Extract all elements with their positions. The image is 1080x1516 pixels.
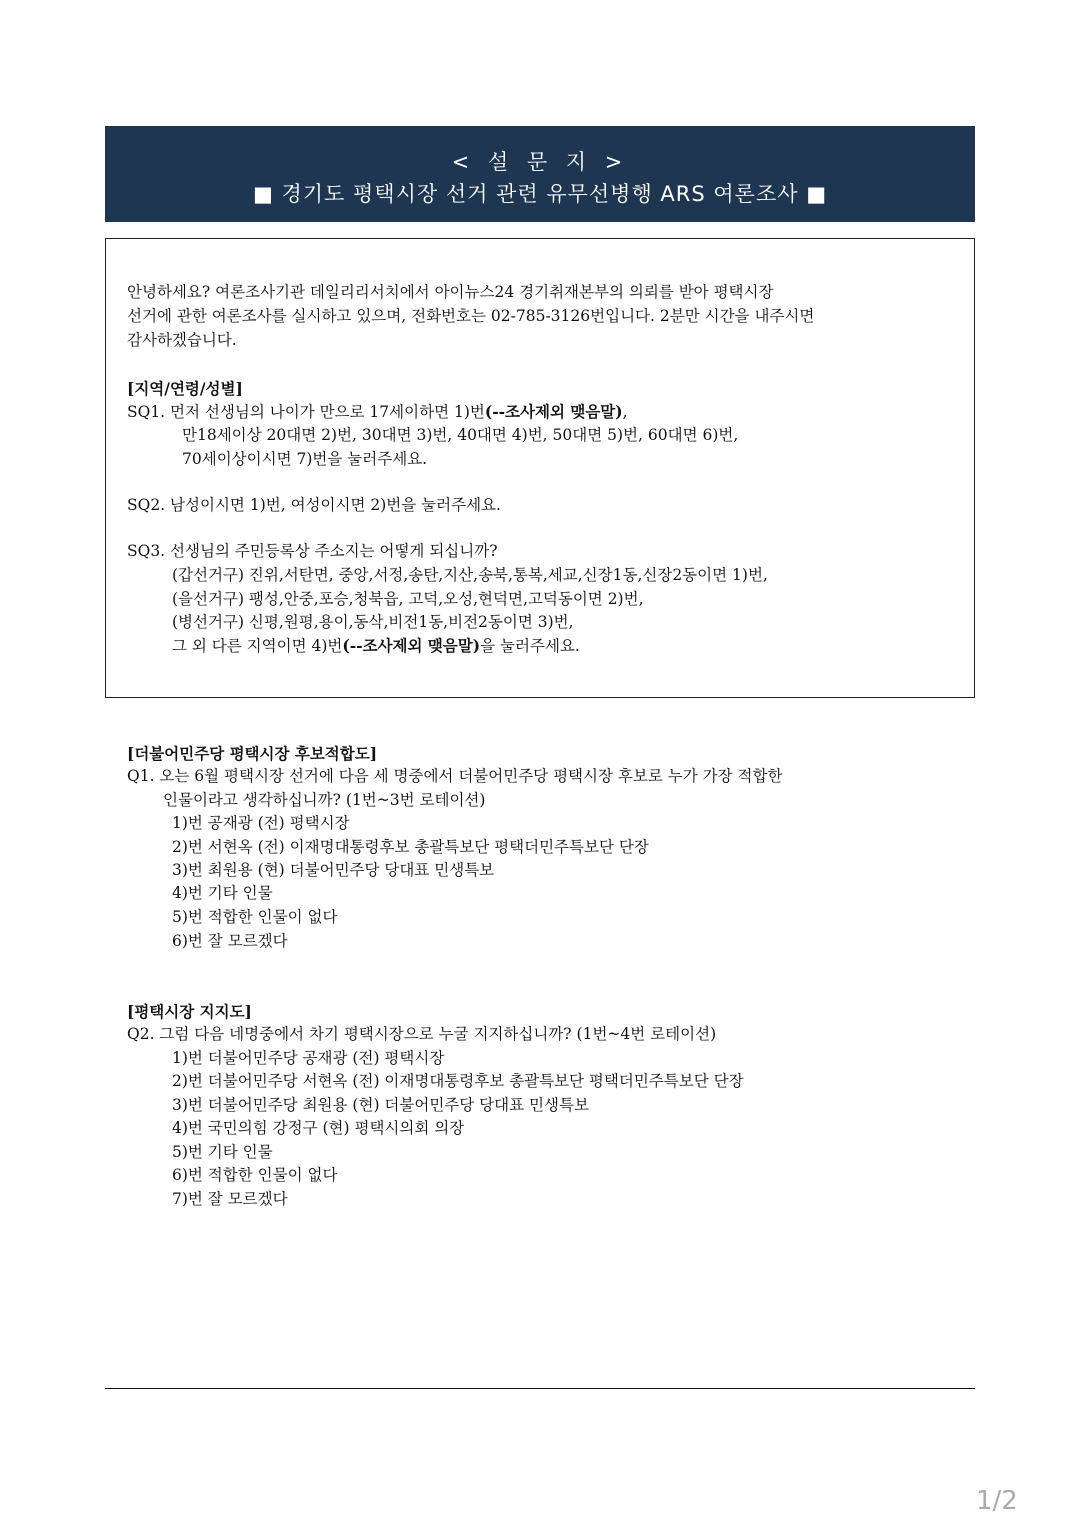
q2-option: 2)번 더불어민주당 서현옥 (전) 이재명대통령후보 총괄특보단 평택더민주특보단 단장 <box>172 1072 744 1090</box>
q1-question: Q1. 오는 6월 평택시장 선거에 다음 세 명중에서 더불어민주당 평택시장 후보로 누가 가장 적합한 <box>127 767 783 785</box>
sq3-question: SQ3. 선생님의 주민등록상 주소지는 어떻게 되십니까? <box>127 542 498 560</box>
q2-question: Q2. 그럼 다음 네명중에서 차기 평택시장으로 누굴 지지하십니까? (1번~4번 로테이션) <box>127 1025 717 1043</box>
page-number: 1/2 <box>976 1486 1018 1516</box>
q2-option: 7)번 잘 모르겠다 <box>172 1190 288 1208</box>
survey-title: ■ 경기도 평택시장 선거 관련 유무선병행 ARS 여론조사 ■ <box>252 182 828 206</box>
q1-question: 인물이라고 생각하십니까? (1번~3번 로테이션) <box>163 791 486 809</box>
sq1-line: 70세이상이시면 7)번을 눌러주세요. <box>182 450 428 468</box>
q2-option: 1)번 더불어민주당 공재광 (전) 평택시장 <box>172 1049 445 1067</box>
survey-header-label: < 설 문 지 > <box>451 150 629 174</box>
sq3-other-text: 그 외 다른 지역이면 4)번 <box>172 637 343 655</box>
q1-option: 1)번 공재광 (전) 평택시장 <box>172 814 350 832</box>
sq1-line <box>127 404 628 421</box>
intro-line: 선거에 관한 여론조사를 실시하고 있으며, 전화번호는 02-785-3126번입니다. 2분만 시간을 내주시면 <box>127 307 815 325</box>
exclusion-note: (--조사제외 맺음말) <box>484 402 623 421</box>
q1-option: 3)번 최원용 (현) 더불어민주당 당대표 민생특보 <box>172 861 495 879</box>
q1-option: 6)번 잘 모르겠다 <box>172 932 288 950</box>
sq1-punct: , <box>622 403 628 421</box>
q1-option: 2)번 서현옥 (전) 이재명대통령후보 총괄특보단 평택더민주특보단 단장 <box>172 838 649 856</box>
survey-header <box>105 126 975 222</box>
sq1-text: SQ1. 먼저 선생님의 나이가 만으로 17세이하면 1)번 <box>127 403 485 421</box>
q1-option: 4)번 기타 인물 <box>172 884 273 902</box>
q1-option: 5)번 적합한 인물이 없다 <box>172 908 338 926</box>
section-title-region-age-gender: [지역/연령/성별] <box>127 379 243 398</box>
section-title-q1: [더불어민주당 평택시장 후보적합도] <box>127 744 378 763</box>
sq2-line: SQ2. 남성이시면 1)번, 여성이시면 2)번을 눌러주세요. <box>127 496 501 514</box>
exclusion-note: (--조사제외 맺음말) <box>342 636 481 655</box>
q2-option: 5)번 기타 인물 <box>172 1143 273 1161</box>
intro-line: 안녕하세요? 여론조사기관 데일리리서치에서 아이뉴스24 경기취재본부의 의뢰를 받아 평택시장 <box>127 283 774 301</box>
sq3-option: (병선거구) 신평,원평,용이,동삭,비전1동,비전2동이면 3)번, <box>172 613 574 631</box>
q2-option: 6)번 적합한 인물이 없다 <box>172 1166 338 1184</box>
sq3-option: (을선거구) 팽성,안중,포승,청북읍, 고덕,오성,현덕면,고덕동이면 2)번, <box>172 590 644 608</box>
sq3-option: (갑선거구) 진위,서탄면, 중앙,서정,송탄,지산,송북,통복,세교,신장1동,신장2동이면 1)번, <box>172 566 768 584</box>
section-title-q2: [평택시장 지지도] <box>127 1002 252 1021</box>
q2-option: 3)번 더불어민주당 최원용 (현) 더불어민주당 당대표 민생특보 <box>172 1096 589 1114</box>
sq1-line: 만18세이상 20대면 2)번, 30대면 3)번, 40대면 4)번, 50대면 5)번, 60대면 6)번, <box>182 426 739 444</box>
q2-option: 4)번 국민의힘 강정구 (현) 평택시의회 의장 <box>172 1119 465 1137</box>
intro-line: 감사하겠습니다. <box>127 331 237 349</box>
sq3-option <box>172 638 580 655</box>
footer-divider <box>105 1388 975 1389</box>
sq3-other-tail: 을 눌러주세요. <box>480 637 580 655</box>
